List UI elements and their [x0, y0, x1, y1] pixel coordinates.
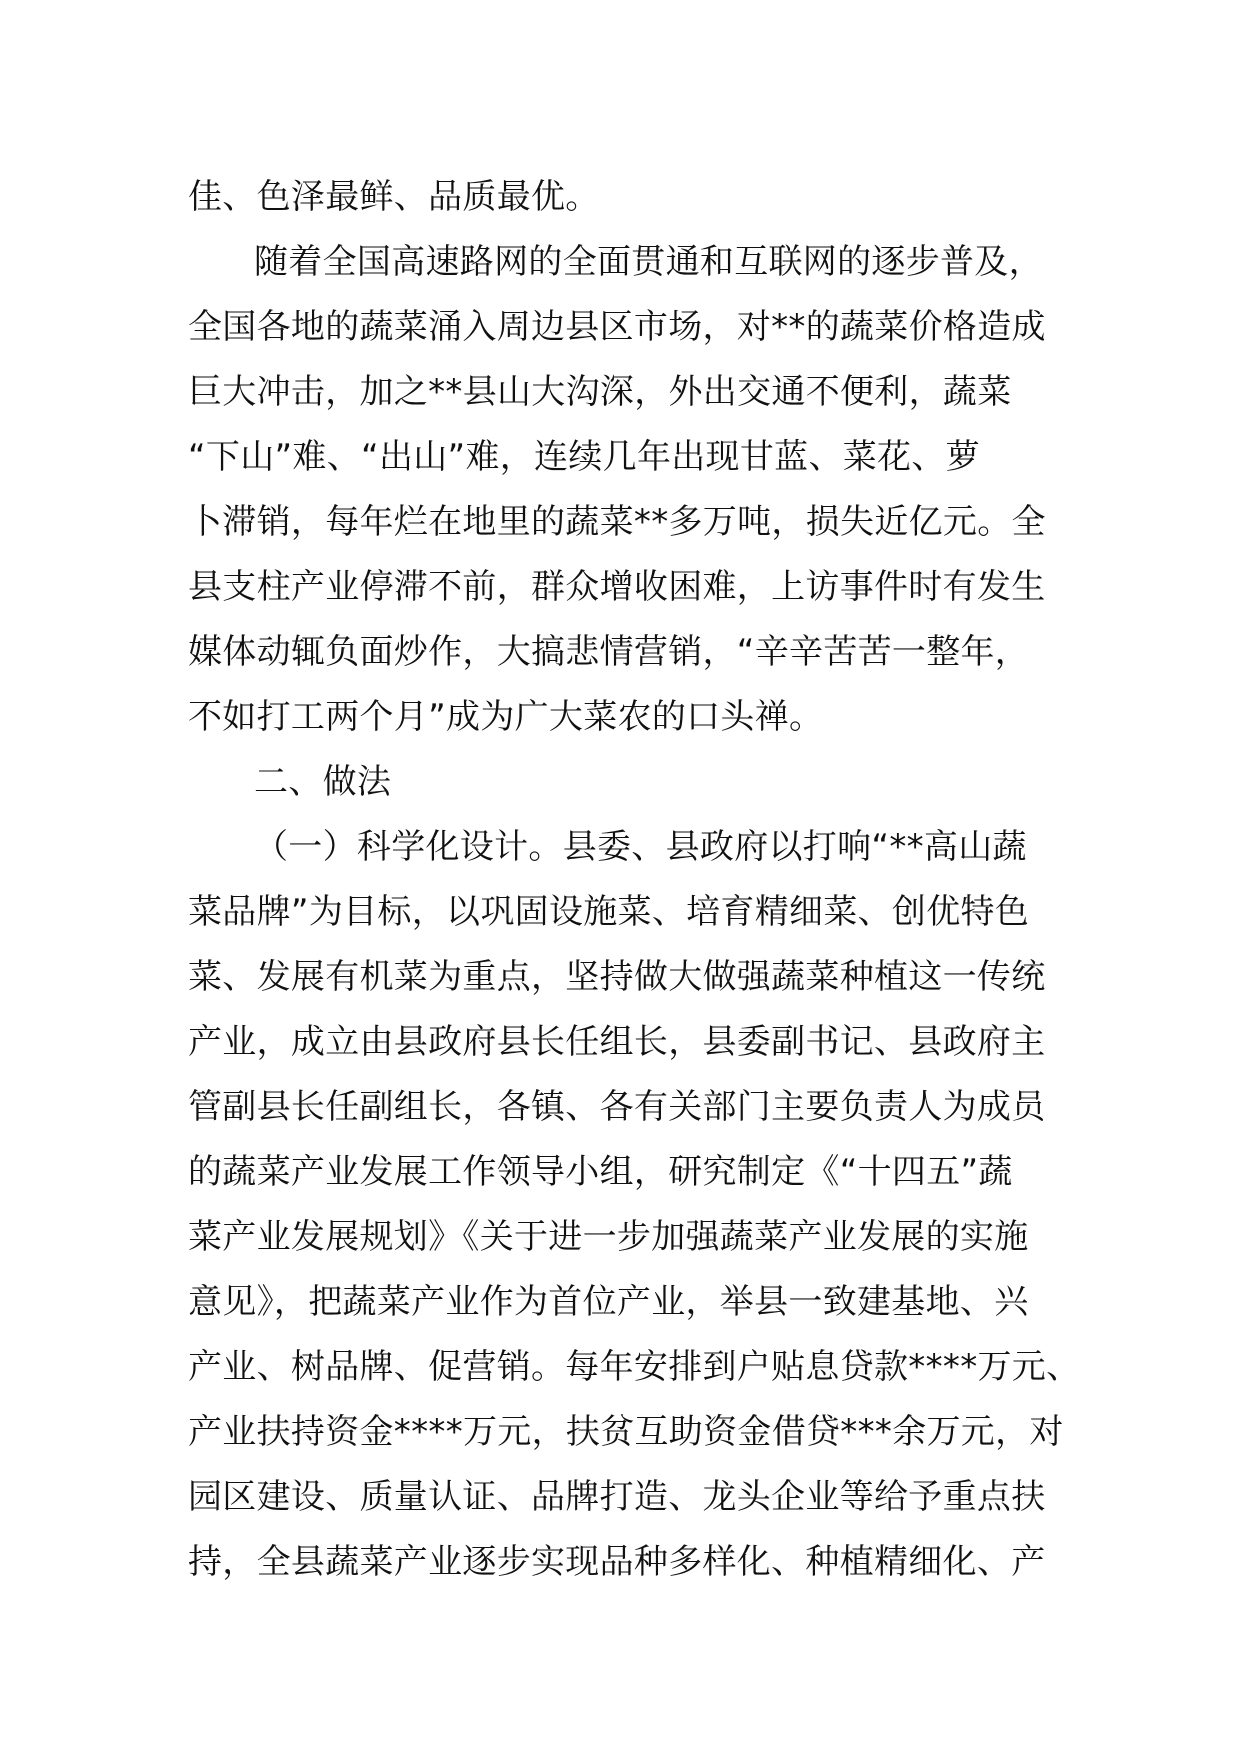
- paragraph-first-line: 随着全国高速路网的全面贯通和互联网的逐步普及，: [254, 242, 1043, 282]
- paragraph-continuation-line: 佳、色泽最鲜、品质最优。: [188, 177, 600, 217]
- paragraph-line: 媒体动辄负面炒作，大搞悲情营销，“辛辛苦苦一整年，: [188, 632, 1030, 672]
- paragraph-line: 菜品牌”为目标，以巩固设施菜、培育精细菜、创优特色: [188, 892, 1030, 932]
- paragraph-line: 菜、发展有机菜为重点，坚持做大做强蔬菜种植这一传统: [188, 957, 1046, 997]
- section-heading: 二、做法: [254, 762, 392, 802]
- paragraph-line: 产业、树品牌、促营销。每年安排到户贴息贷款****万元、: [188, 1347, 1081, 1387]
- paragraph-first-line: （一）科学化设计。县委、县政府以打响“**高山蔬: [254, 827, 1027, 867]
- paragraph-line: 不如打工两个月”成为广大菜农的口头禅。: [188, 697, 824, 737]
- paragraph-line: 县支柱产业停滞不前，群众增收困难，上访事件时有发生: [188, 567, 1046, 607]
- paragraph-line: 园区建设、质量认证、品牌打造、龙头企业等给予重点扶: [188, 1477, 1046, 1517]
- document-page: [188, 165, 1081, 1595]
- paragraph-line: 产业扶持资金****万元，扶贫互助资金借贷***余万元，对: [188, 1412, 1064, 1452]
- paragraph-line: 持，全县蔬菜产业逐步实现品种多样化、种植精细化、产: [188, 1542, 1046, 1582]
- paragraph-line: 管副县长任副组长，各镇、各有关部门主要负责人为成员: [188, 1087, 1046, 1127]
- paragraph-line: 意见》，把蔬菜产业作为首位产业，举县一致建基地、兴: [188, 1282, 1029, 1322]
- paragraph-line: 全国各地的蔬菜涌入周边县区市场，对**的蔬菜价格造成: [188, 307, 1046, 347]
- paragraph-line: “下山”难、“出山”难，连续几年出现甘蓝、菜花、萝: [188, 437, 980, 477]
- paragraph-line: 卜滞销，每年烂在地里的蔬菜**多万吨，损失近亿元。全: [188, 502, 1046, 542]
- paragraph-line: 菜产业发展规划》《关于进一步加强蔬菜产业发展的实施: [188, 1217, 1029, 1257]
- paragraph-line: 产业，成立由县政府县长任组长，县委副书记、县政府主: [188, 1022, 1046, 1062]
- paragraph-line: 巨大冲击，加之**县山大沟深，外出交通不便利，蔬菜: [188, 372, 1012, 412]
- paragraph-line: 的蔬菜产业发展工作领导小组，研究制定《“十四五”蔬: [188, 1152, 1013, 1192]
